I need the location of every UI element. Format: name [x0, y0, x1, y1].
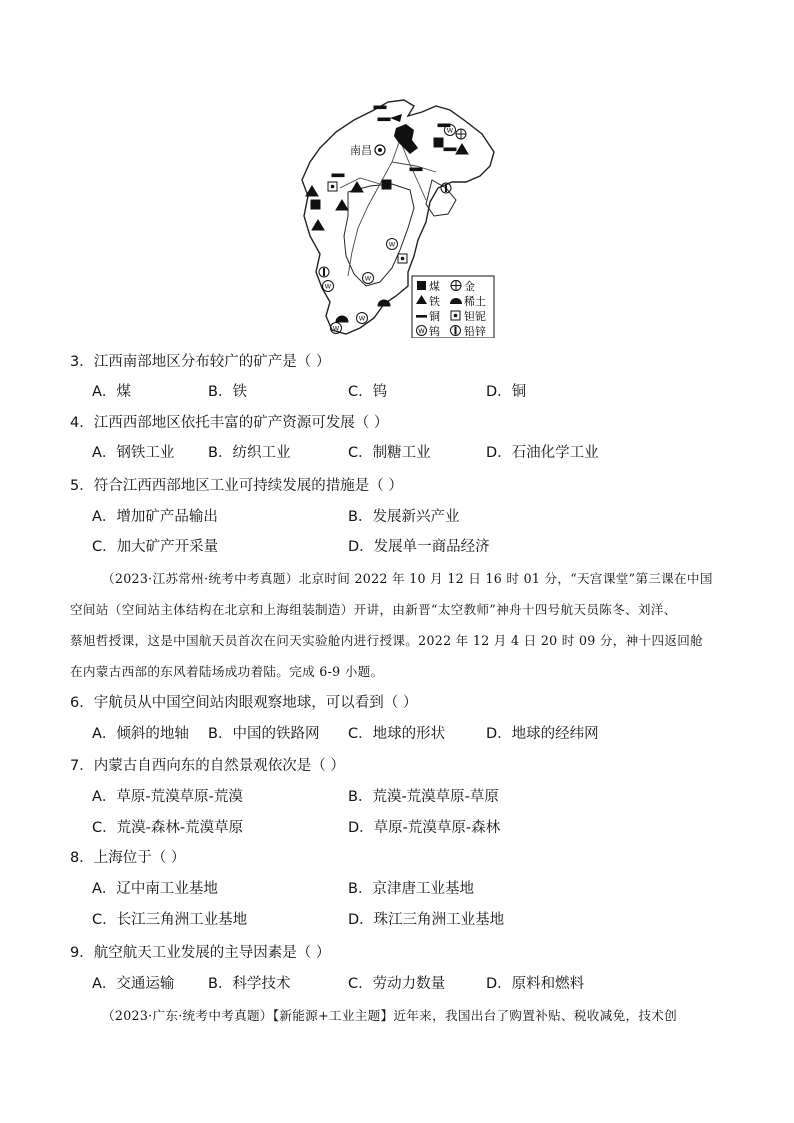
legend-label: 钨	[429, 325, 440, 338]
city-label-nanchang: 南昌	[350, 144, 372, 157]
q6-option-c: C．地球的形状	[348, 726, 446, 742]
legend-label: 铁	[429, 295, 440, 308]
q9-option-c: C．劳动力数量	[348, 976, 446, 992]
legend-label: 铅锌	[464, 325, 486, 338]
q3-option-d: D．铜	[486, 384, 527, 400]
legend-label: 煤	[429, 280, 440, 293]
q4-option-b: B．纺织工业	[208, 445, 291, 461]
q7-option-b: B．荒漠-荒漠草原-草原	[348, 789, 499, 805]
q8-option-c: C．长江三角洲工业基地	[92, 912, 248, 928]
svg-text:W: W	[418, 327, 425, 335]
reading-passage-1	[70, 563, 730, 687]
question-5-stem: 5．符合江西西部地区工业可持续发展的措施是（ ）	[70, 478, 403, 494]
legend-label: 金	[464, 280, 475, 293]
map-legend	[412, 276, 494, 338]
legend-label: 铜	[429, 310, 440, 323]
passage-line: 空间站（空间站主体结构在北京和上海组装制造）开讲，由新晋“太空教师”神舟十四号航天员陈冬、刘洋、	[70, 602, 677, 617]
q4-option-c: C．制糖工业	[348, 445, 431, 461]
question-7-stem: 7．内蒙古自西向东的自然景观依次是（ ）	[70, 758, 345, 774]
question-3-stem: 3．江西南部地区分布较广的矿产是（ ）	[70, 354, 331, 370]
q6-option-d: D．地球的经纬网	[486, 726, 599, 742]
q5-option-a: A．增加矿产品输出	[92, 509, 218, 525]
q3-option-a: A．煤	[92, 384, 131, 400]
q8-option-d: D．珠江三角洲工业基地	[348, 912, 505, 928]
q7-option-c: C．荒漠-森林-荒漠草原	[92, 820, 244, 836]
q8-option-b: B．京津唐工业基地	[348, 881, 474, 897]
q6-option-a: A．倾斜的地轴	[92, 726, 189, 742]
q9-option-d: D．原料和燃料	[486, 976, 585, 992]
legend-coal-icon	[417, 281, 426, 290]
q8-option-a: A．辽中南工业基地	[92, 881, 218, 897]
q5-option-b: B．发展新兴产业	[348, 509, 460, 525]
q3-option-c: C．钨	[348, 384, 388, 400]
question-8-stem: 8．上海位于（ ）	[70, 850, 186, 866]
passage-line: 蔡旭哲授课，这是中国航天员首次在问天实验舱内进行授课。2022 年 12 月 4 日 20 时 09 分，神十四返回舱	[70, 633, 704, 648]
jiangxi-mineral-map	[296, 96, 498, 338]
svg-text:W: W	[332, 324, 340, 333]
legend-label: 钽铌	[464, 310, 486, 323]
q4-option-a: A．钢铁工业	[92, 445, 175, 461]
reading-passage-2	[70, 1000, 730, 1031]
q5-option-c: C．加大矿产开采量	[92, 539, 219, 555]
q7-option-a: A．草原-荒漠草原-荒漠	[92, 789, 243, 805]
legend-gold-icon	[451, 281, 461, 291]
q3-option-b: B．铁	[208, 384, 247, 400]
passage-line: （2023·江苏常州·统考中考真题）北京时间 2022 年 10 月 12 日 16 时 01 分，“天宫课堂”第三课在中国	[102, 571, 713, 586]
q7-option-d: D．草原-荒漠草原-森林	[348, 820, 501, 836]
svg-text:W: W	[388, 240, 396, 249]
svg-text:W: W	[446, 126, 454, 135]
legend-copper-icon	[416, 315, 427, 318]
svg-text:W: W	[358, 314, 366, 323]
q9-option-a: A．交通运输	[92, 976, 175, 992]
question-9-stem: 9．航空航天工业发展的主导因素是（ ）	[70, 945, 331, 961]
q9-option-b: B．科学技术	[208, 976, 291, 992]
svg-text:W: W	[364, 274, 372, 283]
q6-option-b: B．中国的铁路网	[208, 726, 320, 742]
passage-line: 在内蒙古西部的东风着陆场成功着陆。完成 6-9 小题。	[70, 664, 384, 679]
question-6-stem: 6．宇航员从中国空间站肉眼观察地球，可以看到（ ）	[70, 695, 418, 711]
q5-option-d: D．发展单一商品经济	[348, 539, 490, 555]
legend-label: 稀土	[464, 295, 486, 308]
q4-option-d: D．石油化学工业	[486, 445, 599, 461]
passage-line: （2023·广东·统考中考真题）【新能源+工业主题】近年来，我国出台了购置补贴、税收减免，技术创	[102, 1008, 678, 1023]
svg-text:W: W	[324, 282, 332, 291]
question-4-stem: 4．江西西部地区依托丰富的矿产资源可发展（ ）	[70, 415, 389, 431]
